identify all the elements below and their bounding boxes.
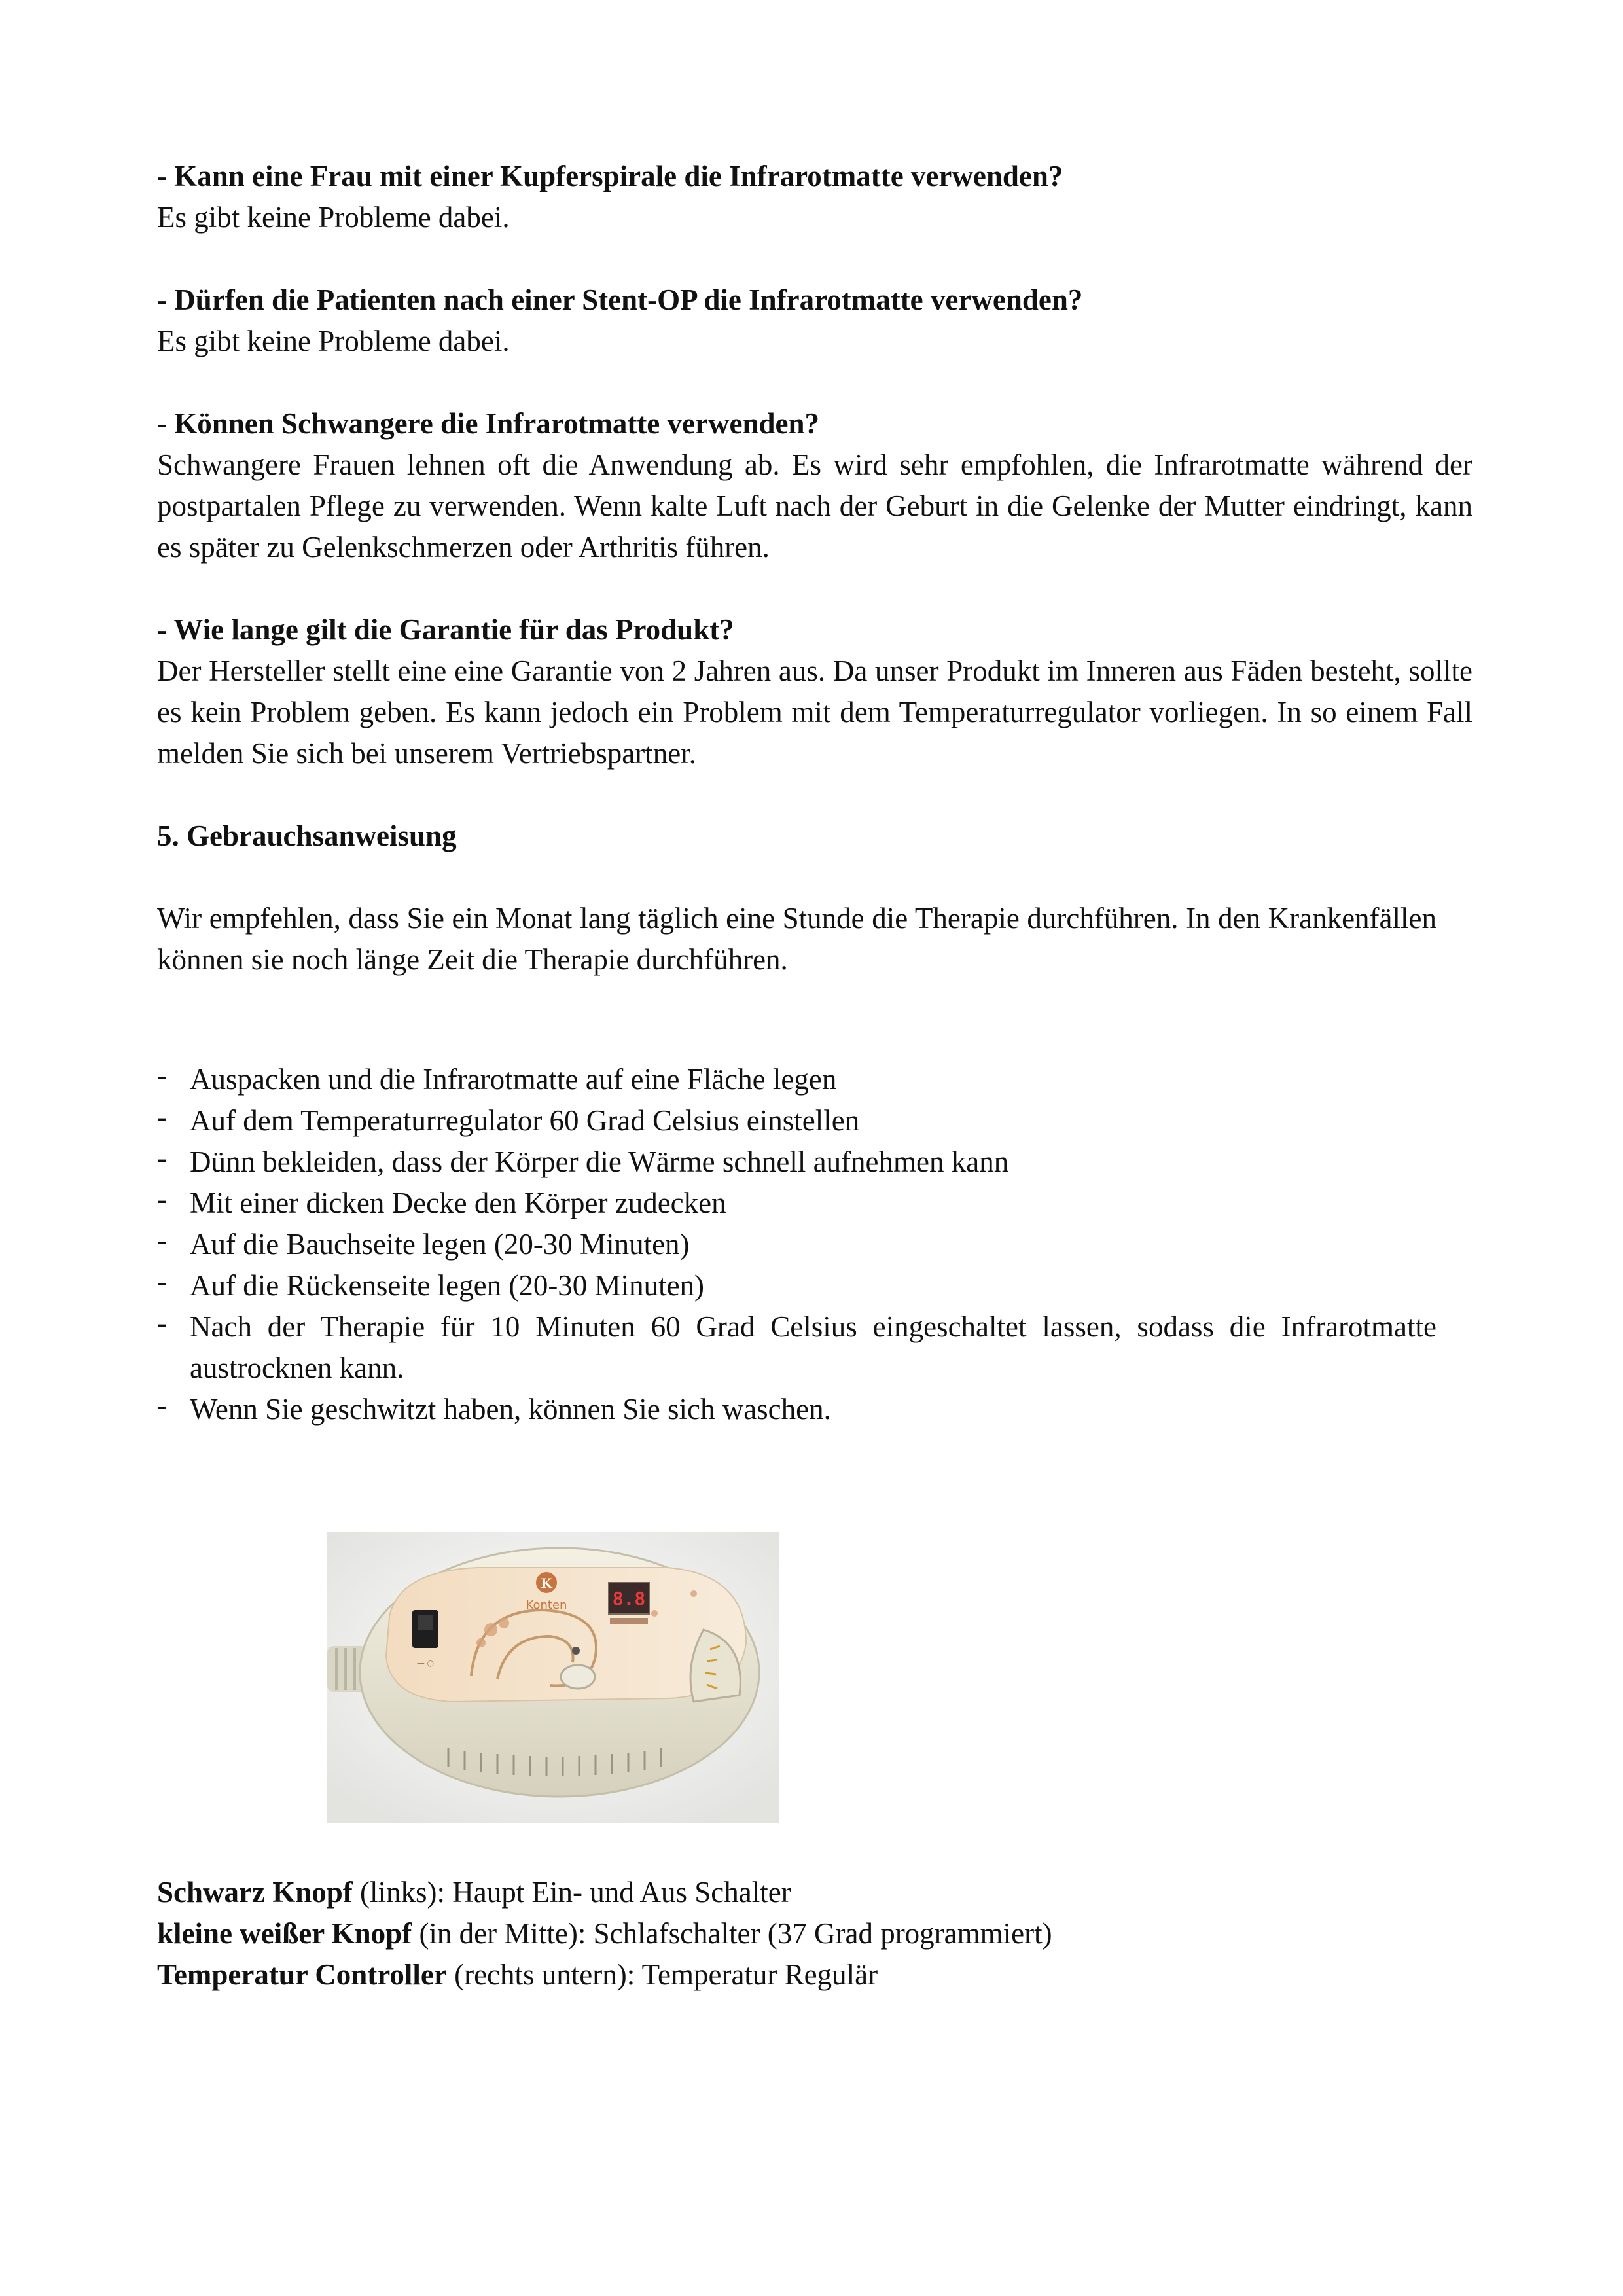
bullet-dash: - bbox=[157, 1389, 167, 1422]
brand-name: Konten bbox=[526, 1598, 567, 1612]
instruction-step bbox=[157, 1141, 1436, 1183]
instruction-text: Auspacken und die Infrarotmatte auf eine Fläche legen bbox=[190, 1063, 837, 1096]
controls-legend bbox=[157, 1872, 1052, 1996]
instruction-step bbox=[157, 1224, 1436, 1265]
section-intro: Wir empfehlen, dass Sie ein Monat lang täglich eine Stunde die Therapie durchführen. In den Krankenfällen können sie noch länge Zeit die Therapie durchführen. bbox=[157, 902, 1436, 976]
instruction-step bbox=[157, 1100, 1436, 1141]
faq-item bbox=[157, 156, 1472, 238]
faq-answer: Schwangere Frauen lehnen oft die Anwendung ab. Es wird sehr empfohlen, die Infrarotmatte während der postpartalen Pflege zu verwenden. Wenn kalte Luft nach der Geburt in die Gelenke der Mutter eindringt, kann es später zu Gelenkschmerzen oder Arthritis führen. bbox=[157, 448, 1472, 564]
instruction-step bbox=[157, 1265, 1436, 1306]
faq-item bbox=[157, 279, 1472, 362]
instruction-step bbox=[157, 1059, 1436, 1100]
faq-answer: Der Hersteller stellt eine eine Garantie von 2 Jahren aus. Da unser Produkt im Inneren aus Fäden besteht, sollte es kein Problem geben. Es kann jedoch ein Problem mit dem Temperaturregulator vorliegen. In so einem Fall melden Sie sich bei unserem Vertriebspartner. bbox=[157, 655, 1472, 770]
faq-question: - Dürfen die Patienten nach einer Stent-OP die Infrarotmatte verwenden? bbox=[157, 283, 1083, 316]
display-value: 8.8 bbox=[612, 1588, 646, 1609]
instruction-step bbox=[157, 1306, 1436, 1389]
svg-text:— ○: — ○ bbox=[416, 1659, 435, 1668]
instruction-step bbox=[157, 1183, 1436, 1224]
instruction-text: Auf die Rückenseite legen (20-30 Minuten) bbox=[190, 1269, 705, 1302]
faq-answer: Es gibt keine Probleme dabei. bbox=[157, 201, 510, 234]
faq-question: - Können Schwangere die Infrarotmatte verwenden? bbox=[157, 407, 819, 440]
instruction-text: Auf dem Temperaturregulator 60 Grad Celsius einstellen bbox=[190, 1104, 860, 1137]
svg-text:K: K bbox=[541, 1575, 552, 1591]
faq-question: - Kann eine Frau mit einer Kupferspirale die Infrarotmatte verwenden? bbox=[157, 160, 1063, 192]
legend-term: kleine weißer Knopf bbox=[157, 1917, 412, 1950]
temperature-display bbox=[609, 1583, 649, 1624]
instruction-text: Wenn Sie geschwitzt haben, können Sie sich waschen. bbox=[190, 1393, 831, 1426]
bullet-dash: - bbox=[157, 1265, 167, 1298]
instruction-step bbox=[157, 1389, 1436, 1430]
legend-item bbox=[157, 1913, 1052, 1954]
bullet-dash: - bbox=[157, 1306, 167, 1339]
faq-answer: Es gibt keine Probleme dabei. bbox=[157, 325, 510, 357]
instruction-text: Auf die Bauchseite legen (20-30 Minuten) bbox=[190, 1228, 690, 1261]
legend-term: Schwarz Knopf bbox=[157, 1876, 353, 1909]
instruction-text: Dünn bekleiden, dass der Körper die Wärme schnell aufnehmen kann bbox=[190, 1145, 1009, 1178]
instruction-text: Nach der Therapie für 10 Minuten 60 Grad Celsius eingeschaltet lassen, sodass die Infrarotmatte austrocknen kann. bbox=[190, 1310, 1436, 1384]
controller-illustration bbox=[327, 1532, 779, 1823]
legend-desc: (links): Haupt Ein- und Aus Schalter bbox=[352, 1876, 791, 1909]
section-heading: 5. Gebrauchsanweisung bbox=[157, 819, 457, 852]
document-body bbox=[157, 156, 1472, 1430]
controller-photo bbox=[327, 1532, 779, 1823]
bullet-dash: - bbox=[157, 1100, 167, 1133]
legend-desc: (in der Mitte): Schlafschalter (37 Grad programmiert) bbox=[412, 1917, 1052, 1950]
faq-question: - Wie lange gilt die Garantie für das Produkt? bbox=[157, 613, 734, 646]
legend-term: Temperatur Controller bbox=[157, 1958, 447, 1991]
legend-item bbox=[157, 1872, 1052, 1913]
legend-item bbox=[157, 1954, 1052, 1996]
bullet-dash: - bbox=[157, 1183, 167, 1215]
instruction-text: Mit einer dicken Decke den Körper zudecken bbox=[190, 1187, 726, 1219]
legend-desc: (rechts untern): Temperatur Regulär bbox=[446, 1958, 878, 1991]
bullet-dash: - bbox=[157, 1059, 167, 1092]
faq-item bbox=[157, 609, 1472, 774]
bullet-dash: - bbox=[157, 1224, 167, 1257]
faq-item bbox=[157, 403, 1472, 568]
bullet-dash: - bbox=[157, 1141, 167, 1174]
instruction-list bbox=[157, 1059, 1436, 1430]
